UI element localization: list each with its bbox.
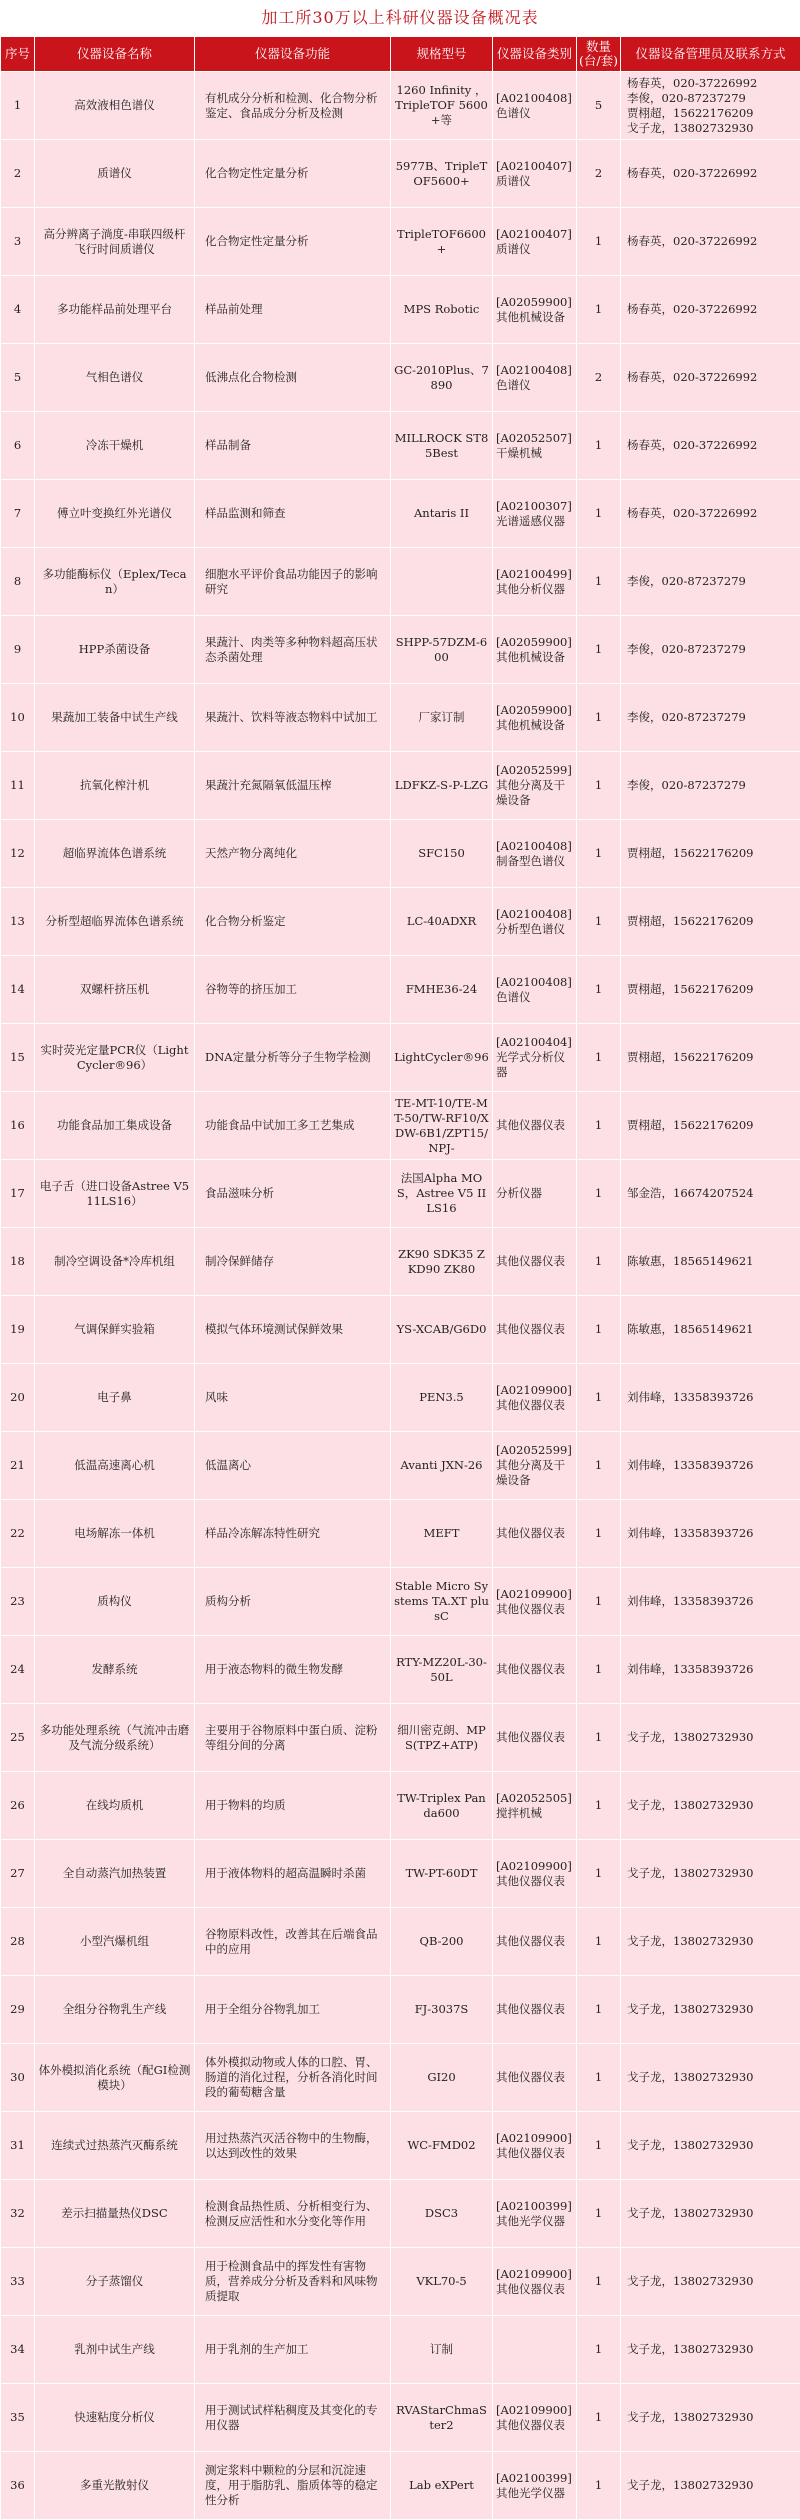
cell-model: MPS Robotic <box>391 276 493 344</box>
header-name: 仪器设备名称 <box>35 37 195 72</box>
cell-contact: 贾栩超，15622176209 <box>621 1024 800 1092</box>
cell-function: 食品滋味分析 <box>195 1160 391 1228</box>
cell-index: 36 <box>1 2452 35 2520</box>
cell-equipment-name: 分子蒸馏仪 <box>35 2248 195 2316</box>
cell-equipment-name: 高分辨离子淌度-串联四级杆飞行时间质谱仪 <box>35 208 195 276</box>
cell-contact: 戈子龙，13802732930 <box>621 2112 800 2180</box>
cell-contact: 杨春英，020-37226992 李俊，020-87237279 贾栩超，15622176209 戈子龙，13802732930 <box>621 72 800 140</box>
cell-quantity: 1 <box>577 1500 621 1568</box>
cell-function: 模拟气体环境测试保鲜效果 <box>195 1296 391 1364</box>
cell-index: 33 <box>1 2248 35 2316</box>
cell-model: GI20 <box>391 2044 493 2112</box>
cell-model: 订制 <box>391 2316 493 2384</box>
table-row <box>1 1568 800 1636</box>
cell-index: 18 <box>1 1228 35 1296</box>
cell-model: LDFKZ-S-P-LZG <box>391 752 493 820</box>
cell-category: [A02109900]其他仪器仪表 <box>493 1568 577 1636</box>
cell-quantity: 1 <box>577 2452 621 2520</box>
cell-category: [A02100407]质谱仪 <box>493 208 577 276</box>
table-row <box>1 2316 800 2384</box>
cell-contact: 刘伟峰，13358393726 <box>621 1364 800 1432</box>
cell-category: 其他仪器仪表 <box>493 1976 577 2044</box>
cell-contact: 贾栩超，15622176209 <box>621 820 800 888</box>
table-row <box>1 208 800 276</box>
cell-contact: 杨春英，020-37226992 <box>621 412 800 480</box>
cell-index: 22 <box>1 1500 35 1568</box>
cell-equipment-name: 实时荧光定量PCR仪（LightCycler®96） <box>35 1024 195 1092</box>
cell-function: 用于测试试样粘稠度及其变化的专用仪器 <box>195 2384 391 2452</box>
cell-index: 7 <box>1 480 35 548</box>
cell-category: [A02100399]其他光学仪器 <box>493 2452 577 2520</box>
cell-equipment-name: 电场解冻一体机 <box>35 1500 195 1568</box>
cell-model: RVAStarChmaSter2 <box>391 2384 493 2452</box>
table-row <box>1 1432 800 1500</box>
cell-function: 测定浆料中颗粒的分层和沉淀速度，用于脂肪乳、脂质体等的稳定性分析 <box>195 2452 391 2520</box>
cell-category: 其他仪器仪表 <box>493 1228 577 1296</box>
cell-contact: 贾栩超，15622176209 <box>621 956 800 1024</box>
cell-quantity: 1 <box>577 1228 621 1296</box>
cell-category: 其他仪器仪表 <box>493 1704 577 1772</box>
cell-equipment-name: 冷冻干燥机 <box>35 412 195 480</box>
cell-equipment-name: 功能食品加工集成设备 <box>35 1092 195 1160</box>
cell-model: TW-PT-60DT <box>391 1840 493 1908</box>
cell-equipment-name: 果蔬加工装备中试生产线 <box>35 684 195 752</box>
cell-equipment-name: 质谱仪 <box>35 140 195 208</box>
cell-function: 用于乳剂的生产加工 <box>195 2316 391 2384</box>
table-row <box>1 2044 800 2112</box>
cell-quantity: 1 <box>577 2044 621 2112</box>
cell-function: 化合物定性定量分析 <box>195 140 391 208</box>
cell-equipment-name: 傅立叶变换红外光谱仪 <box>35 480 195 548</box>
cell-index: 31 <box>1 2112 35 2180</box>
table-row <box>1 1160 800 1228</box>
cell-function: 用于液态物料的微生物发酵 <box>195 1636 391 1704</box>
table-header-row <box>1 37 800 72</box>
table-row <box>1 1092 800 1160</box>
cell-equipment-name: 多功能处理系统（气流冲击磨及气流分级系统） <box>35 1704 195 1772</box>
cell-contact: 杨春英，020-37226992 <box>621 480 800 548</box>
cell-index: 8 <box>1 548 35 616</box>
cell-contact: 刘伟峰，13358393726 <box>621 1432 800 1500</box>
cell-model: 法国Alpha MOS，Astree V5 II LS16 <box>391 1160 493 1228</box>
table-row <box>1 344 800 412</box>
cell-model: TW-Triplex Panda600 <box>391 1772 493 1840</box>
cell-category: [A02109900]其他仪器仪表 <box>493 2248 577 2316</box>
cell-index: 9 <box>1 616 35 684</box>
cell-model: 厂家订制 <box>391 684 493 752</box>
cell-index: 19 <box>1 1296 35 1364</box>
cell-function: 检测食品热性质、分析相变行为、检测反应活性和水分变化等作用 <box>195 2180 391 2248</box>
cell-contact: 杨春英，020-37226992 <box>621 276 800 344</box>
cell-equipment-name: 分析型超临界流体色谱系统 <box>35 888 195 956</box>
cell-model: WC-FMD02 <box>391 2112 493 2180</box>
cell-index: 12 <box>1 820 35 888</box>
cell-index: 4 <box>1 276 35 344</box>
cell-equipment-name: HPP杀菌设备 <box>35 616 195 684</box>
cell-contact: 杨春英，020-37226992 <box>621 344 800 412</box>
cell-contact: 戈子龙，13802732930 <box>621 2452 800 2520</box>
table-row <box>1 72 800 140</box>
cell-index: 17 <box>1 1160 35 1228</box>
cell-quantity: 1 <box>577 820 621 888</box>
cell-category: [A02100499]其他分析仪器 <box>493 548 577 616</box>
cell-index: 30 <box>1 2044 35 2112</box>
cell-quantity: 1 <box>577 1840 621 1908</box>
cell-quantity: 5 <box>577 72 621 140</box>
cell-contact: 戈子龙，13802732930 <box>621 2044 800 2112</box>
cell-contact: 戈子龙，13802732930 <box>621 2384 800 2452</box>
cell-quantity: 1 <box>577 1432 621 1500</box>
cell-model: Antaris II <box>391 480 493 548</box>
cell-index: 11 <box>1 752 35 820</box>
cell-equipment-name: 电子舌（进口设备Astree V5 11LS16） <box>35 1160 195 1228</box>
cell-category: [A02100408]制备型色谱仪 <box>493 820 577 888</box>
cell-function: 主要用于谷物原料中蛋白质、淀粉等组分间的分离 <box>195 1704 391 1772</box>
cell-quantity: 1 <box>577 2180 621 2248</box>
cell-contact: 戈子龙，13802732930 <box>621 1908 800 1976</box>
cell-contact: 邹金浩，16674207524 <box>621 1160 800 1228</box>
cell-index: 5 <box>1 344 35 412</box>
cell-quantity: 1 <box>577 1704 621 1772</box>
cell-model: FJ-3037S <box>391 1976 493 2044</box>
table-row <box>1 1500 800 1568</box>
table-row <box>1 412 800 480</box>
cell-category: [A02100307]光谱遥感仪器 <box>493 480 577 548</box>
header-model: 规格型号 <box>391 37 493 72</box>
cell-index: 16 <box>1 1092 35 1160</box>
cell-index: 35 <box>1 2384 35 2452</box>
cell-index: 32 <box>1 2180 35 2248</box>
cell-function: 用于检测食品中的挥发性有害物质，营养成分分析及香料和风味物质提取 <box>195 2248 391 2316</box>
cell-category: 其他仪器仪表 <box>493 2044 577 2112</box>
document-title: 加工所30万以上科研仪器设备概况表 <box>0 0 800 36</box>
table-row <box>1 548 800 616</box>
cell-equipment-name: 电子鼻 <box>35 1364 195 1432</box>
cell-category: [A02100408]分析型色谱仪 <box>493 888 577 956</box>
cell-equipment-name: 超临界流体色谱系统 <box>35 820 195 888</box>
cell-contact: 贾栩超，15622176209 <box>621 1092 800 1160</box>
cell-equipment-name: 差示扫描量热仪DSC <box>35 2180 195 2248</box>
table-row <box>1 888 800 956</box>
cell-model: ZK90 SDK35 ZKD90 ZK80 <box>391 1228 493 1296</box>
cell-function: 用过热蒸汽灭活谷物中的生物酶，以达到改性的效果 <box>195 2112 391 2180</box>
cell-contact: 戈子龙，13802732930 <box>621 2316 800 2384</box>
table-row <box>1 1840 800 1908</box>
cell-model: FMHE36-24 <box>391 956 493 1024</box>
header-index: 序号 <box>1 37 35 72</box>
cell-index: 29 <box>1 1976 35 2044</box>
cell-function: 样品冷冻解冻特性研究 <box>195 1500 391 1568</box>
cell-quantity: 1 <box>577 2316 621 2384</box>
cell-contact: 戈子龙，13802732930 <box>621 1976 800 2044</box>
table-row <box>1 616 800 684</box>
cell-quantity: 1 <box>577 412 621 480</box>
cell-category: [A02109900]其他仪器仪表 <box>493 2384 577 2452</box>
cell-function: 样品制备 <box>195 412 391 480</box>
cell-model: 5977B、TripleTOF5600+ <box>391 140 493 208</box>
table-row <box>1 1772 800 1840</box>
cell-index: 3 <box>1 208 35 276</box>
cell-equipment-name: 连续式过热蒸汽灭酶系统 <box>35 2112 195 2180</box>
table-row <box>1 276 800 344</box>
cell-function: 用于液体物料的超高温瞬时杀菌 <box>195 1840 391 1908</box>
cell-quantity: 1 <box>577 752 621 820</box>
cell-category: [A02100408]色谱仪 <box>493 344 577 412</box>
cell-function: 样品监测和筛查 <box>195 480 391 548</box>
cell-model: 1260 Infinity ，TripleTOF 5600+等 <box>391 72 493 140</box>
cell-equipment-name: 多重光散射仪 <box>35 2452 195 2520</box>
cell-function: 样品前处理 <box>195 276 391 344</box>
cell-contact: 陈敏惠，18565149621 <box>621 1228 800 1296</box>
cell-quantity: 1 <box>577 1636 621 1704</box>
cell-function: DNA定量分析等分子生物学检测 <box>195 1024 391 1092</box>
cell-category <box>493 2316 577 2384</box>
cell-category: [A02109900]其他仪器仪表 <box>493 2112 577 2180</box>
cell-equipment-name: 在线均质机 <box>35 1772 195 1840</box>
cell-quantity: 1 <box>577 2384 621 2452</box>
cell-category: [A02100408]色谱仪 <box>493 72 577 140</box>
cell-model: RTY-MZ20L-30-50L <box>391 1636 493 1704</box>
cell-quantity: 1 <box>577 1976 621 2044</box>
cell-equipment-name: 发酵系统 <box>35 1636 195 1704</box>
cell-category: [A02059900]其他机械设备 <box>493 276 577 344</box>
header-function: 仪器设备功能 <box>195 37 391 72</box>
cell-index: 20 <box>1 1364 35 1432</box>
cell-model: SHPP-57DZM-600 <box>391 616 493 684</box>
cell-contact: 杨春英，020-37226992 <box>621 140 800 208</box>
cell-category: [A02052505]搅拌机械 <box>493 1772 577 1840</box>
cell-contact: 戈子龙，13802732930 <box>621 1704 800 1772</box>
cell-model: YS-XCAB/G6D0 <box>391 1296 493 1364</box>
cell-category: [A02100399]其他光学仪器 <box>493 2180 577 2248</box>
cell-category: [A02109900]其他仪器仪表 <box>493 1840 577 1908</box>
cell-index: 28 <box>1 1908 35 1976</box>
cell-contact: 戈子龙，13802732930 <box>621 1772 800 1840</box>
cell-contact: 杨春英，020-37226992 <box>621 208 800 276</box>
table-row <box>1 2384 800 2452</box>
cell-quantity: 1 <box>577 208 621 276</box>
cell-contact: 戈子龙，13802732930 <box>621 1840 800 1908</box>
cell-index: 24 <box>1 1636 35 1704</box>
cell-function: 低沸点化合物检测 <box>195 344 391 412</box>
cell-equipment-name: 制冷空调设备*冷库机组 <box>35 1228 195 1296</box>
cell-contact: 李俊，020-87237279 <box>621 684 800 752</box>
cell-category: 其他仪器仪表 <box>493 1092 577 1160</box>
cell-quantity: 1 <box>577 1160 621 1228</box>
cell-quantity: 1 <box>577 888 621 956</box>
cell-index: 15 <box>1 1024 35 1092</box>
table-row <box>1 2180 800 2248</box>
cell-category: 其他仪器仪表 <box>493 1908 577 1976</box>
table-body <box>1 72 800 2520</box>
cell-function: 风味 <box>195 1364 391 1432</box>
cell-function: 用于全组分谷物乳加工 <box>195 1976 391 2044</box>
cell-quantity: 1 <box>577 2248 621 2316</box>
cell-equipment-name: 低温高速离心机 <box>35 1432 195 1500</box>
cell-equipment-name: 抗氧化榨汁机 <box>35 752 195 820</box>
cell-quantity: 1 <box>577 276 621 344</box>
cell-equipment-name: 快速粘度分析仪 <box>35 2384 195 2452</box>
cell-equipment-name: 高效液相色谱仪 <box>35 72 195 140</box>
cell-model: MEFT <box>391 1500 493 1568</box>
cell-equipment-name: 双螺杆挤压机 <box>35 956 195 1024</box>
table-row <box>1 752 800 820</box>
cell-index: 10 <box>1 684 35 752</box>
cell-equipment-name: 全组分谷物乳生产线 <box>35 1976 195 2044</box>
cell-model: PEN3.5 <box>391 1364 493 1432</box>
table-row <box>1 2248 800 2316</box>
cell-function: 化合物分析鉴定 <box>195 888 391 956</box>
cell-function: 功能食品中试加工多工艺集成 <box>195 1092 391 1160</box>
table-row <box>1 2452 800 2520</box>
cell-function: 果蔬汁、饮料等液态物料中试加工 <box>195 684 391 752</box>
cell-quantity: 1 <box>577 1568 621 1636</box>
cell-equipment-name: 多功能酶标仪（Eplex/Tecan） <box>35 548 195 616</box>
cell-category: [A02052599]其他分离及干燥设备 <box>493 752 577 820</box>
cell-index: 1 <box>1 72 35 140</box>
cell-category: [A02109900]其他仪器仪表 <box>493 1364 577 1432</box>
cell-quantity: 1 <box>577 2112 621 2180</box>
cell-model: Lab eXPert <box>391 2452 493 2520</box>
cell-model: TripleTOF6600+ <box>391 208 493 276</box>
cell-model <box>391 548 493 616</box>
table-row <box>1 1976 800 2044</box>
cell-function: 谷物原料改性，改善其在后端食品中的应用 <box>195 1908 391 1976</box>
table-row <box>1 1364 800 1432</box>
cell-model: 细川密克朗、MPS(TPZ+ATP) <box>391 1704 493 1772</box>
cell-category: [A02100408]色谱仪 <box>493 956 577 1024</box>
table-row <box>1 820 800 888</box>
table-row <box>1 1024 800 1092</box>
cell-contact: 刘伟峰，13358393726 <box>621 1500 800 1568</box>
header-category: 仪器设备类别 <box>493 37 577 72</box>
cell-category: [A02100404]光学式分析仪器 <box>493 1024 577 1092</box>
cell-equipment-name: 全自动蒸汽加热装置 <box>35 1840 195 1908</box>
cell-contact: 李俊，020-87237279 <box>621 548 800 616</box>
cell-index: 21 <box>1 1432 35 1500</box>
cell-index: 26 <box>1 1772 35 1840</box>
cell-category: [A02059900]其他机械设备 <box>493 684 577 752</box>
cell-index: 25 <box>1 1704 35 1772</box>
cell-model: Stable Micro Systems TA.XT plusC <box>391 1568 493 1636</box>
cell-contact: 刘伟峰，13358393726 <box>621 1636 800 1704</box>
cell-equipment-name: 气相色谱仪 <box>35 344 195 412</box>
cell-model: Avanti JXN-26 <box>391 1432 493 1500</box>
cell-function: 谷物等的挤压加工 <box>195 956 391 1024</box>
table-row <box>1 2112 800 2180</box>
cell-quantity: 2 <box>577 344 621 412</box>
cell-index: 13 <box>1 888 35 956</box>
cell-model: MILLROCK ST85Best <box>391 412 493 480</box>
cell-category: [A02052507]干燥机械 <box>493 412 577 480</box>
cell-category: [A02100407]质谱仪 <box>493 140 577 208</box>
table-row <box>1 956 800 1024</box>
table-row <box>1 1228 800 1296</box>
cell-contact: 陈敏惠，18565149621 <box>621 1296 800 1364</box>
cell-contact: 戈子龙，13802732930 <box>621 2248 800 2316</box>
cell-model: LC-40ADXR <box>391 888 493 956</box>
table-row <box>1 1296 800 1364</box>
cell-function: 细胞水平评价食品功能因子的影响研究 <box>195 548 391 616</box>
cell-function: 质构分析 <box>195 1568 391 1636</box>
cell-index: 23 <box>1 1568 35 1636</box>
cell-function: 天然产物分离纯化 <box>195 820 391 888</box>
cell-index: 14 <box>1 956 35 1024</box>
cell-quantity: 1 <box>577 1772 621 1840</box>
cell-category: 其他仪器仪表 <box>493 1636 577 1704</box>
cell-equipment-name: 质构仪 <box>35 1568 195 1636</box>
cell-equipment-name: 多功能样品前处理平台 <box>35 276 195 344</box>
equipment-table <box>0 36 800 2520</box>
cell-function: 低温离心 <box>195 1432 391 1500</box>
cell-model: VKL70-5 <box>391 2248 493 2316</box>
cell-index: 27 <box>1 1840 35 1908</box>
cell-model: GC-2010Plus、7890 <box>391 344 493 412</box>
cell-quantity: 1 <box>577 956 621 1024</box>
header-contact: 仪器设备管理员及联系方式 <box>621 37 800 72</box>
cell-quantity: 1 <box>577 684 621 752</box>
cell-quantity: 1 <box>577 548 621 616</box>
cell-model: TE-MT-10/TE-MT-50/TW-RF10/XDW-6B1/ZPT15/NPJ- <box>391 1092 493 1160</box>
table-row <box>1 1636 800 1704</box>
cell-contact: 李俊，020-87237279 <box>621 752 800 820</box>
cell-category: [A02059900]其他机械设备 <box>493 616 577 684</box>
cell-function: 制冷保鲜储存 <box>195 1228 391 1296</box>
cell-category: [A02052599]其他分离及干燥设备 <box>493 1432 577 1500</box>
cell-quantity: 1 <box>577 1296 621 1364</box>
header-quantity: 数量(台/套) <box>577 37 621 72</box>
cell-function: 用于物料的均质 <box>195 1772 391 1840</box>
cell-index: 6 <box>1 412 35 480</box>
cell-model: QB-200 <box>391 1908 493 1976</box>
cell-function: 体外模拟动物或人体的口腔、胃、肠道的消化过程，分析各消化时间段的葡萄糖含量 <box>195 2044 391 2112</box>
table-row <box>1 684 800 752</box>
cell-contact: 戈子龙，13802732930 <box>621 2180 800 2248</box>
cell-quantity: 1 <box>577 1908 621 1976</box>
table-row <box>1 140 800 208</box>
cell-equipment-name: 气调保鲜实验箱 <box>35 1296 195 1364</box>
cell-contact: 刘伟峰，13358393726 <box>621 1568 800 1636</box>
cell-equipment-name: 体外模拟消化系统（配GI检测模块） <box>35 2044 195 2112</box>
cell-function: 果蔬汁、肉类等多种物料超高压状态杀菌处理 <box>195 616 391 684</box>
cell-category: 其他仪器仪表 <box>493 1296 577 1364</box>
cell-category: 分析仪器 <box>493 1160 577 1228</box>
cell-equipment-name: 乳剂中试生产线 <box>35 2316 195 2384</box>
cell-function: 化合物定性定量分析 <box>195 208 391 276</box>
cell-contact: 贾栩超，15622176209 <box>621 888 800 956</box>
cell-model: DSC3 <box>391 2180 493 2248</box>
table-row <box>1 480 800 548</box>
cell-quantity: 1 <box>577 1092 621 1160</box>
cell-quantity: 1 <box>577 1024 621 1092</box>
cell-index: 2 <box>1 140 35 208</box>
table-row <box>1 1908 800 1976</box>
cell-index: 34 <box>1 2316 35 2384</box>
cell-quantity: 1 <box>577 480 621 548</box>
table-row <box>1 1704 800 1772</box>
cell-function: 有机成分分析和检测、化合物分析鉴定、食品成分分析及检测 <box>195 72 391 140</box>
cell-function: 果蔬汁充氮隔氧低温压榨 <box>195 752 391 820</box>
cell-equipment-name: 小型汽爆机组 <box>35 1908 195 1976</box>
cell-model: SFC150 <box>391 820 493 888</box>
cell-quantity: 1 <box>577 616 621 684</box>
cell-category: 其他仪器仪表 <box>493 1500 577 1568</box>
cell-quantity: 1 <box>577 1364 621 1432</box>
cell-quantity: 2 <box>577 140 621 208</box>
cell-model: LightCycler®96 <box>391 1024 493 1092</box>
cell-contact: 李俊，020-87237279 <box>621 616 800 684</box>
